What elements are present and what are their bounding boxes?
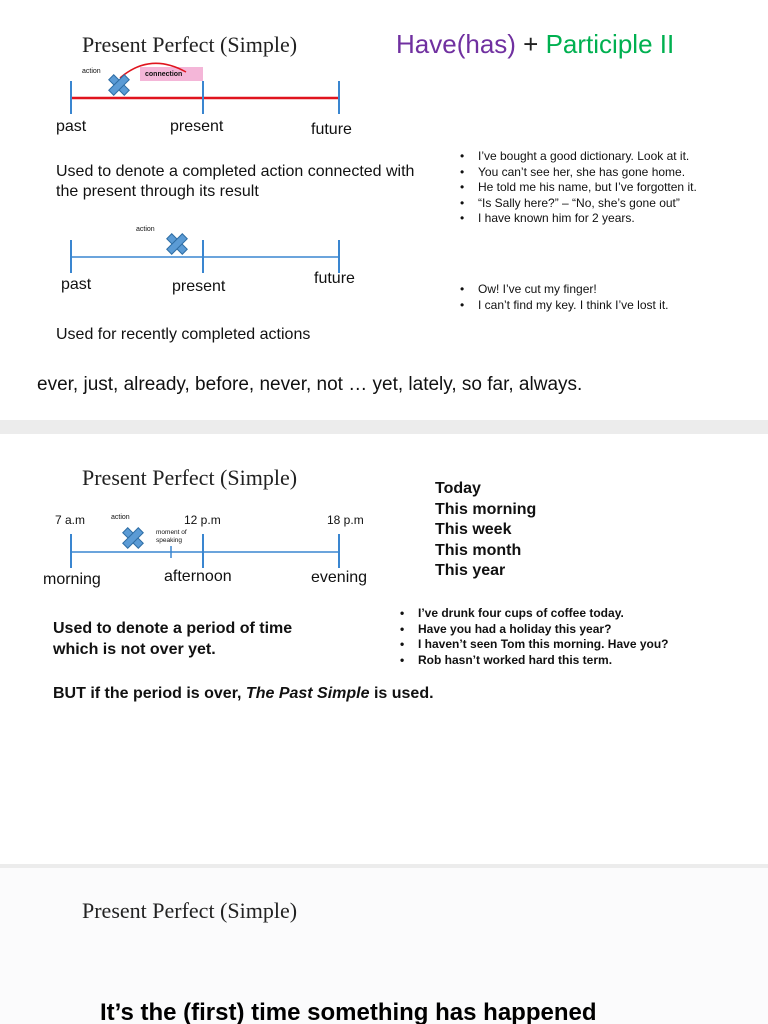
action-label: action	[111, 514, 130, 521]
formula-have: Have(has)	[396, 29, 516, 59]
note-prefix: BUT if the period is over,	[53, 685, 246, 702]
description-recent-actions: Used for recently completed actions	[56, 326, 311, 343]
time-expression: This year	[435, 562, 506, 579]
timeline-label-past: past	[56, 118, 87, 135]
time-expression: Today	[435, 480, 481, 497]
slide-1	[0, 0, 768, 420]
note-suffix: is used.	[369, 685, 434, 702]
action-cross-icon	[161, 228, 192, 259]
time-expression: This morning	[435, 500, 537, 518]
examples-list-2	[460, 282, 669, 313]
slide-title: Present Perfect (Simple)	[82, 32, 298, 57]
time-expressions-list	[435, 479, 536, 582]
example-item: • Have you had a holiday this year?	[400, 622, 669, 638]
time-18pm: 18 p.m	[327, 513, 364, 527]
example-item: • “Is Sally here?” – “No, she’s gone out”	[460, 196, 697, 212]
time-7am: 7 a.m	[55, 513, 86, 527]
formula-participle: Participle II	[545, 29, 675, 59]
timeline-2-graphic	[0, 0, 768, 420]
slide-3	[0, 868, 768, 1024]
timeline-label-future: future	[311, 121, 352, 138]
formula-plus: +	[523, 29, 539, 59]
example-item: • I haven’t seen Tom this morning. Have you?	[400, 637, 669, 653]
headline: It’s the (first) time something has happened	[100, 999, 597, 1024]
example-item: • He told me his name, but I’ve forgotten it.	[460, 180, 697, 196]
example-item: • Ow! I’ve cut my finger!	[460, 282, 669, 298]
slide-title: Present Perfect (Simple)	[82, 898, 298, 923]
description-period: Used to denote a period of time which is not over yet.	[53, 620, 293, 658]
example-item: • I have known him for 2 years.	[460, 211, 697, 227]
timeline-label-present: present	[172, 278, 226, 295]
timeline-label-future: future	[314, 270, 355, 287]
examples-list-3	[400, 606, 669, 668]
description-completed-action: Used to denote a completed action connected with the present through its result	[56, 163, 415, 200]
example-item: • I can’t find my key. I think I’ve lost it.	[460, 298, 669, 314]
note-emphasis: The Past Simple	[245, 685, 370, 702]
timeline-label-afternoon: afternoon	[164, 568, 232, 585]
action-label: action	[82, 68, 101, 75]
example-item: • I’ve drunk four cups of coffee today.	[400, 606, 669, 622]
example-item: • You can’t see her, she has gone home.	[460, 165, 697, 181]
adverbs-list: ever, just, already, before, never, not … yet, lately, so far, always.	[37, 374, 583, 395]
example-item: • I’ve bought a good dictionary. Look at it.	[460, 149, 697, 165]
slide-title: Present Perfect (Simple)	[82, 465, 298, 490]
time-expression: This month	[435, 541, 522, 559]
timeline-label-present: present	[170, 118, 224, 135]
action-cross-icon	[117, 522, 148, 553]
action-label: action	[136, 226, 155, 233]
past-simple-note	[53, 684, 434, 704]
connection-label: connection	[145, 71, 183, 78]
moment-of-speaking-label: moment of speaking	[156, 529, 187, 544]
timeline-label-past: past	[61, 276, 92, 293]
slide-2	[0, 434, 768, 864]
time-expression: This week	[435, 521, 512, 538]
timeline-label-evening: evening	[311, 569, 368, 586]
example-item: • Rob hasn’t worked hard this term.	[400, 653, 669, 669]
timeline-label-morning: morning	[43, 571, 101, 588]
time-12pm: 12 p.m	[184, 513, 221, 527]
